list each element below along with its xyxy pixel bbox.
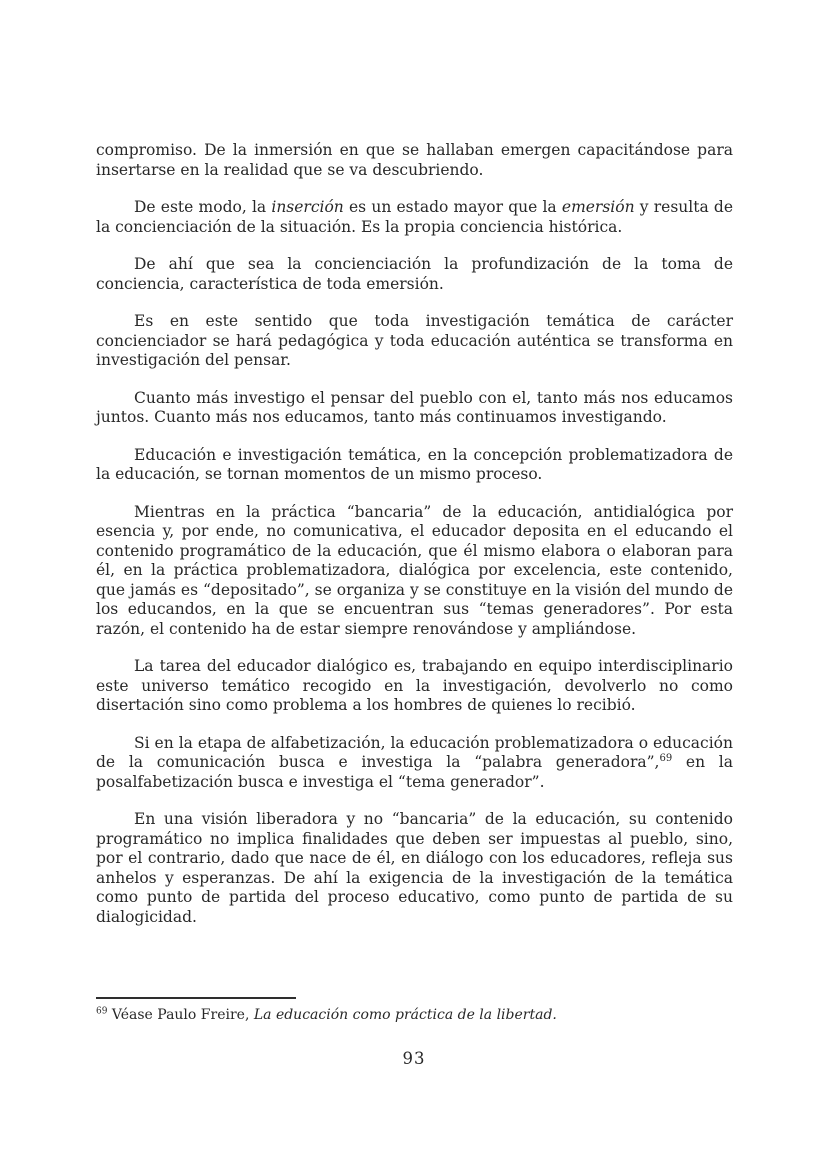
text-run: En una visión liberadora y no “bancaria” de la educación, su contenido programático no implica finalidades que deben ser impuestas al pueblo, sino, por el contrario, dado que nace de él, en diálogo con los educadores, refleja sus anhelos y esperanzas. De ahí la exigencia de la investigación de la temática como punto de partida del proceso educativo, como punto de partida de su dialogicidad. — [96, 810, 733, 926]
text-run: en la posalfabetización busca e investiga el “tema generador”. — [96, 753, 733, 791]
text-run: Educación e investigación temática, en la concepción problematizadora de la educación, se tornan momentos de un mismo proceso. — [96, 445, 733, 483]
page-number: 93 — [402, 1049, 426, 1068]
body-text — [96, 141, 733, 945]
text-run: Mientras en la práctica “bancaria” de la educación, antidialógica por esencia y, por ende, no comunicativa, el educador deposita en el educando el contenido programático de la educación, que él mismo elabora o elaboran para él, en la práctica problematizadora, dialógica por excelencia, este contenido, que jamás es “depositado”, se organiza y se constituye en la visión del mundo de los educandos, en la que se encuentran sus “temas generadores”. Por esta razón, el contenido ha de estar siempre renovándose y ampliándose. — [96, 502, 733, 638]
text-run: La tarea del educador dialógico es, trabajando en equipo interdisciplinario este universo temático recogido en la investigación, devolverlo no como disertación sino como problema a los hombres de quienes lo recibió. — [96, 657, 733, 714]
text-run: y resulta de la concienciación de la situación. Es la propia conciencia histórica. — [96, 198, 733, 236]
footnote-reference: 69 — [659, 752, 673, 764]
paragraph — [96, 734, 733, 793]
footnote-reference: 69 — [96, 1006, 108, 1017]
text-run: De este modo, la — [134, 198, 272, 216]
footnote-text — [96, 1006, 733, 1024]
text-run: Cuanto más investigo el pensar del pueblo con el, tanto más nos educamos juntos. Cuanto más nos educamos, tanto más continuamos investigando. — [96, 388, 733, 426]
paragraph — [96, 141, 733, 180]
text-run: Es en este sentido que toda investigación temática de carácter concienciador se hará pedagógica y toda educación auténtica se transforma en investigación del pensar. — [96, 312, 733, 369]
paragraph — [96, 446, 733, 485]
footnote — [96, 997, 733, 1024]
text-run: emersión — [561, 198, 635, 216]
paragraph — [96, 198, 733, 237]
text-run: compromiso. De la inmersión en que se hallaban emergen capacitándose para insertarse en la realidad que se va descubriendo. — [96, 141, 733, 179]
text-run: La educación como práctica de la libertad. — [253, 1007, 557, 1023]
footnote-rule — [96, 997, 296, 999]
paragraph — [96, 503, 733, 640]
text-run: De ahí que sea la concienciación la profundización de la toma de conciencia, característica de toda emersión. — [96, 255, 733, 293]
paragraph — [96, 389, 733, 428]
text-run: Véase Paulo Freire, — [107, 1007, 254, 1023]
text-run: es un estado mayor que la — [343, 198, 562, 216]
paragraph — [96, 810, 733, 927]
paragraph — [96, 657, 733, 716]
paragraph — [96, 255, 733, 294]
text-run: Si en la etapa de alfabetización, la educación problematizadora o educación de la comunicación busca e investiga la “palabra generadora”, — [96, 733, 733, 771]
paragraph — [96, 312, 733, 371]
text-run: inserción — [271, 198, 344, 216]
